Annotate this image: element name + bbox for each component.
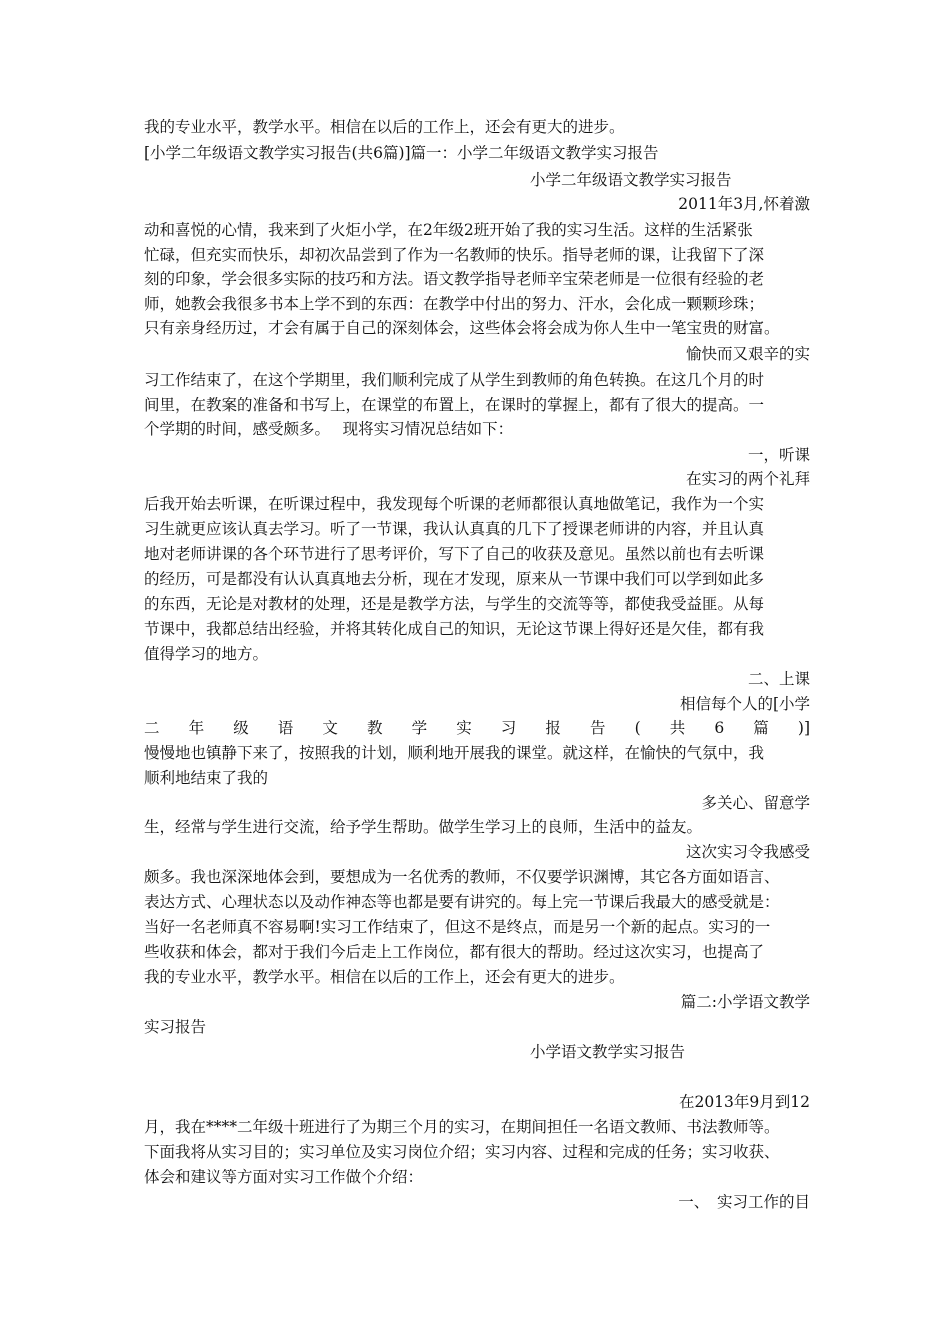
text-line: 在2013年9月到12 <box>678 1093 810 1111</box>
text-line: 顺利地结束了我的 <box>144 769 269 787</box>
text-line: 生，经常与学生进行交流，给予学生帮助。做学生学习上的良师，生活中的益友。 <box>144 818 703 836</box>
text-line: 这次实习令我感受 <box>685 843 810 861</box>
text-line: 值得学习的地方。 <box>144 645 269 663</box>
text-line: 体会和建议等方面对实习工作做个介绍： <box>144 1168 424 1186</box>
text-line: 相信每个人的[小学 <box>679 695 810 713</box>
text-line: 师，她教会我很多书本上学不到的东西：在教学中付出的努力、汗水，会化成一颗颗珍珠； <box>144 295 765 313</box>
section-heading: [小学二年级语文教学实习报告(共6篇)]篇一：小学二年级语文教学实习报告 <box>144 144 659 162</box>
text-line: 二年级语文教学实习报告(共6篇)] <box>144 719 810 737</box>
section-heading: 实习报告 <box>144 1018 207 1036</box>
text-line: 只有亲身经历过，才会有属于自己的深刻体会，这些体会将会成为你人生中一笔宝贵的财富。 <box>144 319 780 337</box>
text-line: 忙碌，但充实而快乐，却初次品尝到了作为一名教师的快乐。指导老师的课，让我留下了深 <box>144 246 765 264</box>
text-line: 表达方式、心理状态以及动作神态等也都是要有讲究的。每上完一节课后我最大的感受就是： <box>144 893 780 911</box>
text-line: 下面我将从实习目的；实习单位及实习岗位介绍；实习内容、过程和完成的任务；实习收获、 <box>144 1143 780 1161</box>
text-line: 月，我在****二年级十班进行了为期三个月的实习，在期间担任一名语文教师、书法教师等。 <box>144 1118 780 1136</box>
text-line: 节课中，我都总结出经验，并将其转化成自己的知识，无论这节课上得好还是欠佳，都有我 <box>144 620 765 638</box>
text-line: 多关心、留意学 <box>701 794 810 812</box>
text-line: 当好一名老师真不容易啊!实习工作结束了，但这不是终点，而是另一个新的起点。实习的一 <box>144 918 771 936</box>
text-line: 习生就更应该认真去学习。听了一节课，我认认真真的几下了授课老师讲的内容，并且认真 <box>144 520 765 538</box>
text-line: 个学期的时间，感受颇多。 现将实习情况总结如下： <box>144 420 514 438</box>
text-line: 后我开始去听课，在听课过程中，我发现每个听课的老师都很认真地做笔记，我作为一个实 <box>144 495 765 513</box>
text-line: 些收获和体会，都对于我们今后走上工作岗位，都有很大的帮助。经过这次实习，也提高了 <box>144 943 765 961</box>
text-line: 间里，在教案的准备和书写上，在课堂的布置上，在课时的掌握上，都有了很大的提高。一 <box>144 396 765 414</box>
text-line: 我的专业水平，教学水平。相信在以后的工作上，还会有更大的进步。 <box>144 968 625 986</box>
subheading: 一、 实习工作的目 <box>678 1193 810 1211</box>
report-title: 小学语文教学实习报告 <box>530 1043 686 1061</box>
text-line: 动和喜悦的心情，我来到了火炬小学，在2年级2班开始了我的实习生活。这样的生活紧张 <box>144 221 753 239</box>
text-line: 的东西，无论是对教材的处理，还是是教学方法，与学生的交流等等，都使我受益匪。从每 <box>144 595 765 613</box>
report-title: 小学二年级语文教学实习报告 <box>530 171 732 189</box>
text-line: 地对老师讲课的各个环节进行了思考评价，写下了自己的收获及意见。虽然以前也有去听课 <box>144 545 765 563</box>
text-line: 愉快而又艰辛的实 <box>685 345 810 363</box>
text-line: 习工作结束了，在这个学期里，我们顺利完成了从学生到教师的角色转换。在这几个月的时 <box>144 371 765 389</box>
text-line: 在实习的两个礼拜 <box>685 470 810 488</box>
section-heading: 篇二:小学语文教学 <box>680 993 810 1011</box>
text-line: 慢慢地也镇静下来了，按照我的计划，顺利地开展我的课堂。就这样，在愉快的气氛中，我 <box>144 744 765 762</box>
text-line: 颇多。我也深深地体会到，要想成为一名优秀的教师，不仅要学识渊博，其它各方面如语言、 <box>144 868 780 886</box>
text-line: 刻的印象，学会很多实际的技巧和方法。语文教学指导老师辛宝荣老师是一位很有经验的老 <box>144 270 765 288</box>
text-line: 我的专业水平，教学水平。相信在以后的工作上，还会有更大的进步。 <box>144 118 625 136</box>
text-line: 2011年3月,怀着激 <box>678 195 810 213</box>
subheading: 二、上课 <box>747 670 810 688</box>
text-line: 的经历，可是都没有认认真真地去分析，现在才发现，原来从一节课中我们可以学到如此多 <box>144 570 765 588</box>
subheading: 一，听课 <box>747 446 810 464</box>
